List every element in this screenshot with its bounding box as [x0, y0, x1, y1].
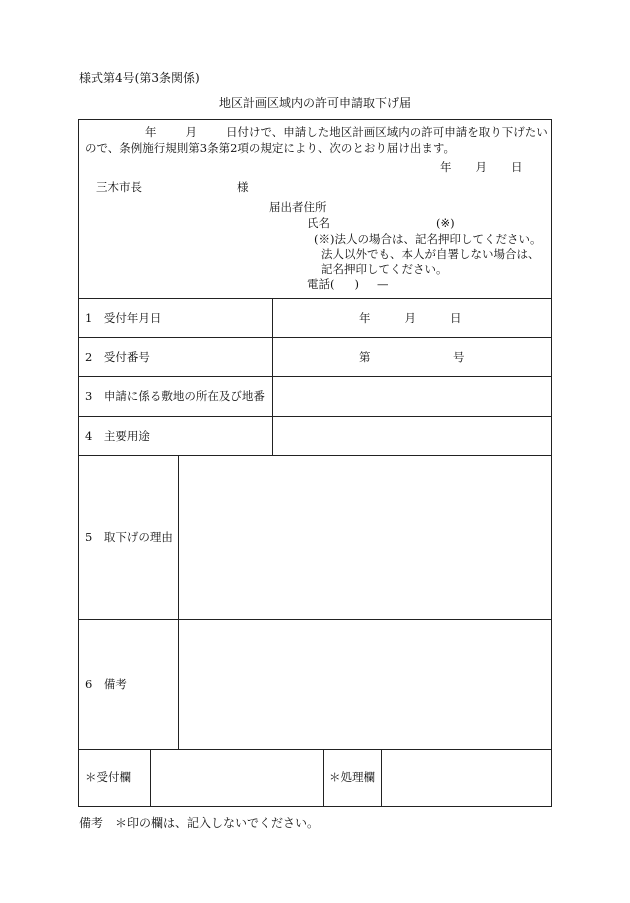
withdrawal-reason-label: 5 取下げの理由 — [85, 530, 173, 544]
main-use-label: 4 主要用途 — [85, 429, 150, 443]
decl-year: 年 — [145, 125, 157, 139]
column-divider — [272, 298, 273, 455]
applicant-name-label: 氏名 — [307, 216, 330, 230]
column-divider — [150, 749, 151, 806]
submission-month: 月 — [475, 160, 487, 174]
footer-note: 備考 ＊印の欄は、記入しないでください。 — [79, 816, 320, 830]
receipt-number-prefix: 第 — [359, 350, 371, 364]
phone-dash: — — [377, 277, 389, 291]
declaration-line-2: ので、条例施行規則第3条第2項の規定により、次のとおり届け出ます。 — [85, 141, 455, 155]
decl-month: 月 — [185, 125, 197, 139]
remarks-label: 6 備考 — [85, 677, 127, 691]
processing-column-label: ＊処理欄 — [329, 770, 375, 784]
phone-label: 電話( — [307, 277, 335, 291]
seal-mark: (※) — [436, 216, 455, 230]
applicant-address-label: 届出者住所 — [269, 200, 327, 214]
corporate-note-1: (※)法人の場合は、記名押印してください。 — [314, 232, 542, 246]
addressee-honorific: 様 — [237, 180, 249, 194]
form-number: 様式第4号(第3条関係) — [79, 71, 200, 85]
column-divider — [178, 455, 179, 749]
corporate-note-2: 法人以外でも、本人が自署しない場合は、 — [321, 247, 540, 261]
row-divider — [79, 416, 551, 417]
decl-text: 日付けで、申請した地区計画区域内の許可申請を取り下げたい — [226, 125, 548, 139]
submission-date — [440, 162, 523, 174]
receipt-year: 年 — [359, 311, 371, 325]
corporate-note-3: 記名押印してください。 — [321, 262, 448, 276]
column-divider — [323, 749, 324, 806]
column-divider — [381, 749, 382, 806]
receipt-date-label: 1 受付年月日 — [85, 311, 162, 325]
row-divider — [79, 619, 551, 620]
form-title: 地区計画区域内の許可申請取下げ届 — [218, 96, 411, 110]
receipt-day: 日 — [450, 311, 462, 325]
submission-year: 年 — [440, 160, 452, 174]
row-divider — [79, 376, 551, 377]
reception-column-label: ＊受付欄 — [85, 770, 131, 784]
row-divider — [79, 298, 551, 299]
site-location-label: 3 申請に係る敷地の所在及び地番 — [85, 389, 265, 403]
form-table — [78, 119, 552, 807]
receipt-month: 月 — [404, 311, 416, 325]
declaration-line-1 — [145, 127, 548, 139]
addressee: 三木市長 — [96, 180, 142, 194]
phone-field — [307, 279, 389, 291]
row-divider — [79, 337, 551, 338]
receipt-number-suffix: 号 — [453, 350, 465, 364]
receipt-date-value — [359, 313, 462, 325]
phone-paren: ) — [354, 277, 359, 291]
receipt-number-label: 2 受付番号 — [85, 350, 150, 364]
submission-day: 日 — [511, 160, 523, 174]
row-divider — [79, 455, 551, 456]
